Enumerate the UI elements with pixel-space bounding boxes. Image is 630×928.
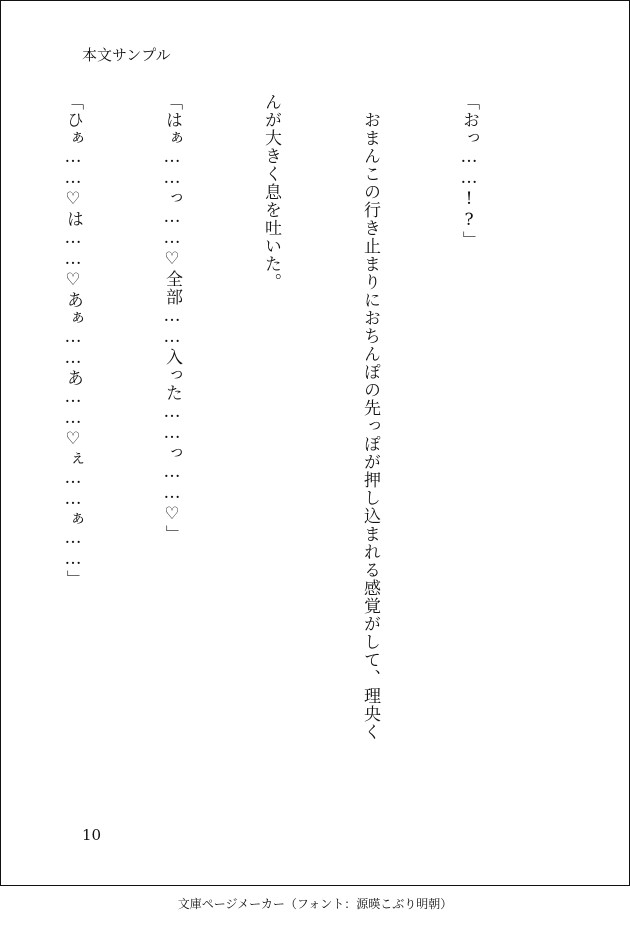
page-header: 本文サンプル — [82, 46, 171, 64]
text-line: 「ひぁ……♡は……♡あぁ……あ……♡ぇ……ぁ……」 — [63, 93, 83, 588]
footer-caption: 文庫ページメーカー（フォント：源暎こぶり明朝） — [177, 897, 453, 911]
text-line: 「はぁ……っ……♡全部……入った……っ……♡」 — [162, 93, 182, 543]
text-line: んが大きく息を吐いた。 — [261, 93, 281, 291]
page-number: 10 — [82, 826, 102, 844]
text-line: 「おっ……!?」 — [459, 93, 479, 249]
text-line: おまんこの行き止まりにおちんぽの先っぽが押し込まれる感覚がして、理央く — [360, 93, 380, 741]
body-text — [0, 93, 551, 793]
